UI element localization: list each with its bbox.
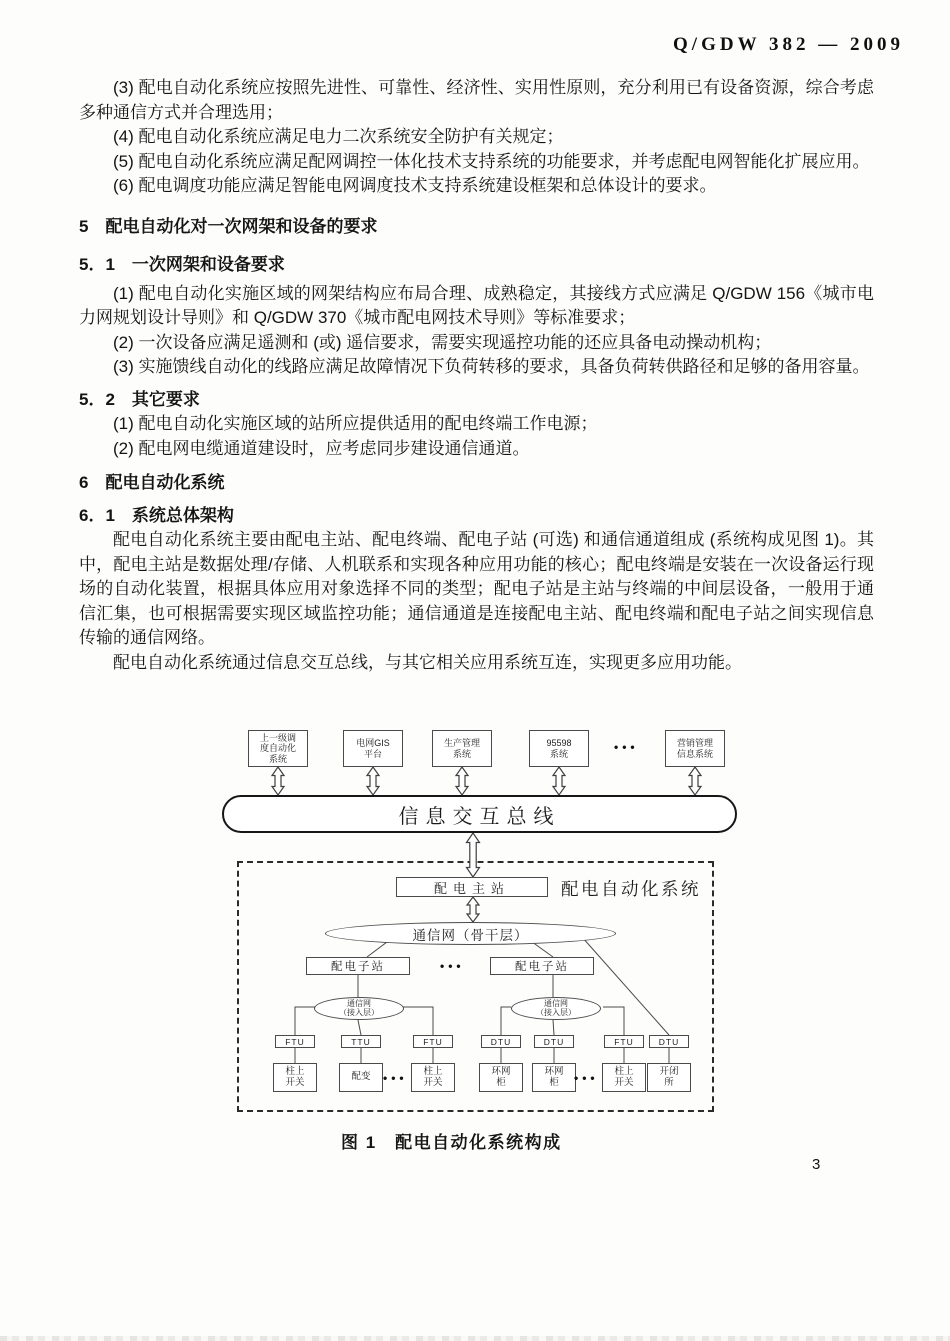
scan-artifact-strip	[0, 1336, 950, 1341]
bus-label: 信息交互总线	[398, 805, 561, 828]
equipment-label-line: 柜	[496, 1076, 506, 1088]
paragraph-5-1-2: (2) 一次设备应满足遥测和 (或) 遥信要求，需要实现遥控功能的还应具备电动操动机构；	[113, 332, 772, 352]
heading-section-5-2: 5．2 其它要求	[79, 389, 200, 409]
substation-label: 配电子站	[515, 961, 569, 973]
box-label-line: 系统	[452, 748, 471, 759]
master-station-box	[396, 877, 548, 897]
box-label-line: 度自动化	[259, 743, 296, 754]
ellipsis-dots: •••	[383, 1071, 408, 1085]
paragraph-5-2-2: (2) 配电网电缆通道建设时，应考虑同步建设通信通道。	[113, 438, 530, 458]
box-label-line: 电网GIS	[356, 738, 390, 748]
paragraph-item-4: (4) 配电自动化系统应满足电力二次系统安全防护有关规定；	[113, 127, 564, 146]
box-label-line: 系统	[268, 753, 287, 764]
equipment-box-ring-main-unit	[532, 1063, 576, 1092]
equipment-label-line: 配变	[351, 1071, 371, 1083]
paragraph-6-1-a: 配电自动化系统主要由配电主站、配电终端、配电子站 (可选) 和通信通道组成 (系统构成见图 1)。其中，配电主站是数据处理/存储、人机联系和实现各种应用功能的核心；配电终端是安装在一次设备运行现场的自动化装置，根据具体应用对象选择不同的类型；配电子站是主站与终端的中间层设备，一般用于通信汇集，也可根据需要实现区域监控功能；通信通道是连接配电主站、配电终端和配电子站之间实现信息传输的通信网络。	[79, 530, 874, 647]
box-marketing-management-information-system	[665, 730, 725, 767]
equipment-label-line: 柜	[549, 1076, 559, 1088]
equipment-label-line: 柱上	[423, 1066, 443, 1077]
equipment-box-ring-main-unit	[479, 1063, 523, 1092]
heading-section-5-1: 5．1 一次网架和设备要求	[79, 255, 285, 274]
paragraph-6-1-b: 配电自动化系统通过信息交互总线，与其它相关应用系统互连，实现更多应用功能。	[113, 652, 742, 672]
equipment-label-line: 环网	[491, 1066, 511, 1077]
box-superior-dispatch-automation-system	[248, 730, 308, 767]
access-network-line: （接入层）	[339, 1007, 379, 1017]
heading-section-6-1: 6．1 系统总体架构	[79, 505, 234, 525]
substation-label: 配电子站	[331, 961, 385, 973]
equipment-label-line: 开关	[614, 1076, 634, 1088]
box-label-line: 营销管理	[676, 738, 713, 748]
equipment-box-pole-switch	[411, 1063, 455, 1092]
figure-caption: 图 1 配电自动化系统构成	[341, 1133, 562, 1152]
ellipsis-dots: •••	[574, 1071, 599, 1085]
paragraph-5-1-1: (1) 配电自动化实施区域的网架结构应布局合理、成熟稳定，其接线方式应满足 Q/GDW 156《城市电力网规划设计导则》和 Q/GDW 370《城市配电网技术导则》等标准要求；	[79, 283, 874, 327]
access-network-line: （接入层）	[536, 1007, 576, 1017]
terminal-box-dtu: DTU	[481, 1035, 521, 1048]
paragraph-5-2-1: (1) 配电自动化实施区域的站所应提供适用的配电终端工作电源；	[113, 414, 598, 433]
terminal-box-dtu: DTU	[534, 1035, 574, 1048]
master-station-label: 配电主站	[433, 880, 510, 896]
backbone-network-ellipse	[325, 922, 616, 945]
box-production-management-system	[432, 730, 492, 767]
backbone-network-label: 通信网（骨干层）	[412, 927, 529, 943]
access-network-ellipse-left	[314, 997, 404, 1020]
box-label-line: 平台	[363, 748, 382, 759]
equipment-label-line: 开关	[423, 1076, 443, 1088]
ellipsis-dots: •••	[614, 740, 639, 754]
equipment-label-line: 柱上	[614, 1066, 634, 1077]
box-grid-gis-platform	[343, 730, 403, 767]
terminal-box-ttu: TTU	[341, 1035, 381, 1048]
substation-box-left	[306, 957, 410, 975]
box-95598-system	[529, 730, 589, 767]
terminal-box-ftu: FTU	[413, 1035, 453, 1048]
box-label-line: 信息系统	[676, 748, 713, 759]
paragraph-5-1-3: (3) 实施馈线自动化的线路应满足故障情况下负荷转移的要求，具备负荷转供路径和足够的备用容量。	[113, 357, 870, 376]
heading-section-5: 5 配电自动化对一次网架和设备的要求	[79, 216, 378, 236]
equipment-box-distribution-transformer	[339, 1063, 383, 1092]
equipment-label-line: 环网	[544, 1066, 564, 1077]
figure-1-system-diagram	[215, 727, 745, 1127]
box-label-line: 系统	[549, 748, 568, 759]
equipment-box-pole-switch	[602, 1063, 646, 1092]
paragraph-item-6: (6) 配电调度功能应满足智能电网调度技术支持系统建设框架和总体设计的要求。	[113, 176, 717, 195]
equipment-label-line: 柱上	[285, 1066, 305, 1077]
equipment-label-line: 开闭	[659, 1066, 679, 1077]
equipment-box-switching-station	[647, 1063, 691, 1092]
terminal-box-ftu: FTU	[275, 1035, 315, 1048]
information-exchange-bus	[222, 795, 737, 833]
document-body	[79, 76, 874, 675]
standard-number-header: Q/GDW 382 — 2009	[673, 34, 904, 55]
box-label-line: 生产管理	[443, 738, 480, 748]
page-number: 3	[812, 1156, 821, 1173]
paragraph-item-3: (3) 配电自动化系统应按照先进性、可靠性、经济性、实用性原则，充分利用已有设备资源，综合考虑多种通信方式并合理选用；	[79, 78, 874, 122]
distribution-automation-system-label: 配电自动化系统	[561, 879, 701, 899]
terminal-box-dtu: DTU	[649, 1035, 689, 1048]
terminal-box-ftu: FTU	[604, 1035, 644, 1048]
equipment-label-line: 所	[664, 1076, 674, 1088]
access-network-ellipse-right	[511, 997, 601, 1020]
access-network-line: 通信网	[347, 999, 371, 1008]
substation-box-right	[490, 957, 594, 975]
equipment-label-line: 开关	[285, 1076, 305, 1088]
box-label-line: 上一级调	[259, 732, 296, 743]
ellipsis-dots: •••	[440, 959, 465, 973]
access-network-line: 通信网	[544, 999, 568, 1008]
paragraph-item-5: (5) 配电自动化系统应满足配网调控一体化技术支持系统的功能要求，并考虑配电网智能化扩展应用。	[113, 151, 870, 171]
box-label-line: 95598	[546, 738, 572, 748]
equipment-box-pole-switch	[273, 1063, 317, 1092]
heading-section-6: 6 配电自动化系统	[79, 473, 225, 492]
